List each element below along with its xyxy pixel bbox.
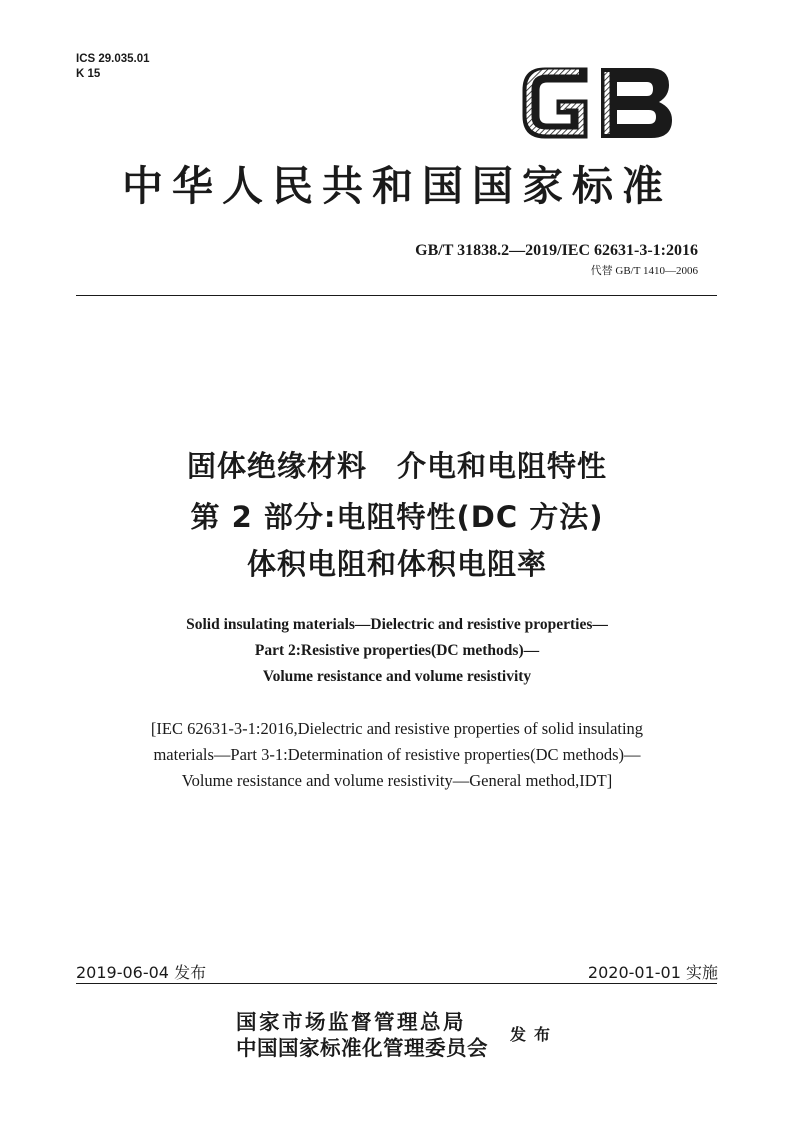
zh-title-line-2: 第 2 部分:电阻特性(DC 方法) xyxy=(190,500,604,534)
en-title-line-1: Solid insulating materials—Dielectric and resistive properties— xyxy=(186,616,608,633)
issue-label: 发布 xyxy=(510,1025,559,1044)
idt-reference-line-1: [IEC 62631-3-1:2016,Dielectric and resistive properties of solid insulating xyxy=(150,719,644,738)
national-standard-title: 中华人民共和国国家标准 xyxy=(122,162,672,210)
gb-logo-icon xyxy=(517,60,677,146)
zh-title-line-3: 体积电阻和体积电阻率 xyxy=(246,547,547,581)
zh-title-line-1: 固体绝缘材料 介电和电阻特性 xyxy=(186,449,607,483)
classification-codes xyxy=(76,52,150,82)
bottom-divider xyxy=(76,983,717,984)
top-divider xyxy=(76,295,717,296)
issuer-samr: 国家市场监督管理总局 xyxy=(236,1010,466,1034)
ccs-code: K 15 xyxy=(76,68,101,80)
publish-date: 2019-06-04 发布 xyxy=(76,963,207,982)
en-title-line-3: Volume resistance and volume resistivity xyxy=(262,668,532,685)
idt-reference-line-2: materials—Part 3-1:Determination of resistive properties(DC methods)— xyxy=(153,745,641,764)
idt-reference-line-3: Volume resistance and volume resistivity—General method,IDT] xyxy=(181,771,613,790)
implement-date: 2020-01-01 实施 xyxy=(587,963,718,982)
en-title-line-2: Part 2:Resistive properties(DC methods)— xyxy=(254,642,540,659)
replaces-standard: 代替 GB/T 1410—2006 xyxy=(590,265,698,277)
ics-code: ICS 29.035.01 xyxy=(76,53,150,65)
standard-number: GB/T 31838.2—2019/IEC 62631-3-1:2016 xyxy=(415,242,698,259)
issuer-sac: 中国国家标准化管理委员会 xyxy=(236,1036,488,1060)
